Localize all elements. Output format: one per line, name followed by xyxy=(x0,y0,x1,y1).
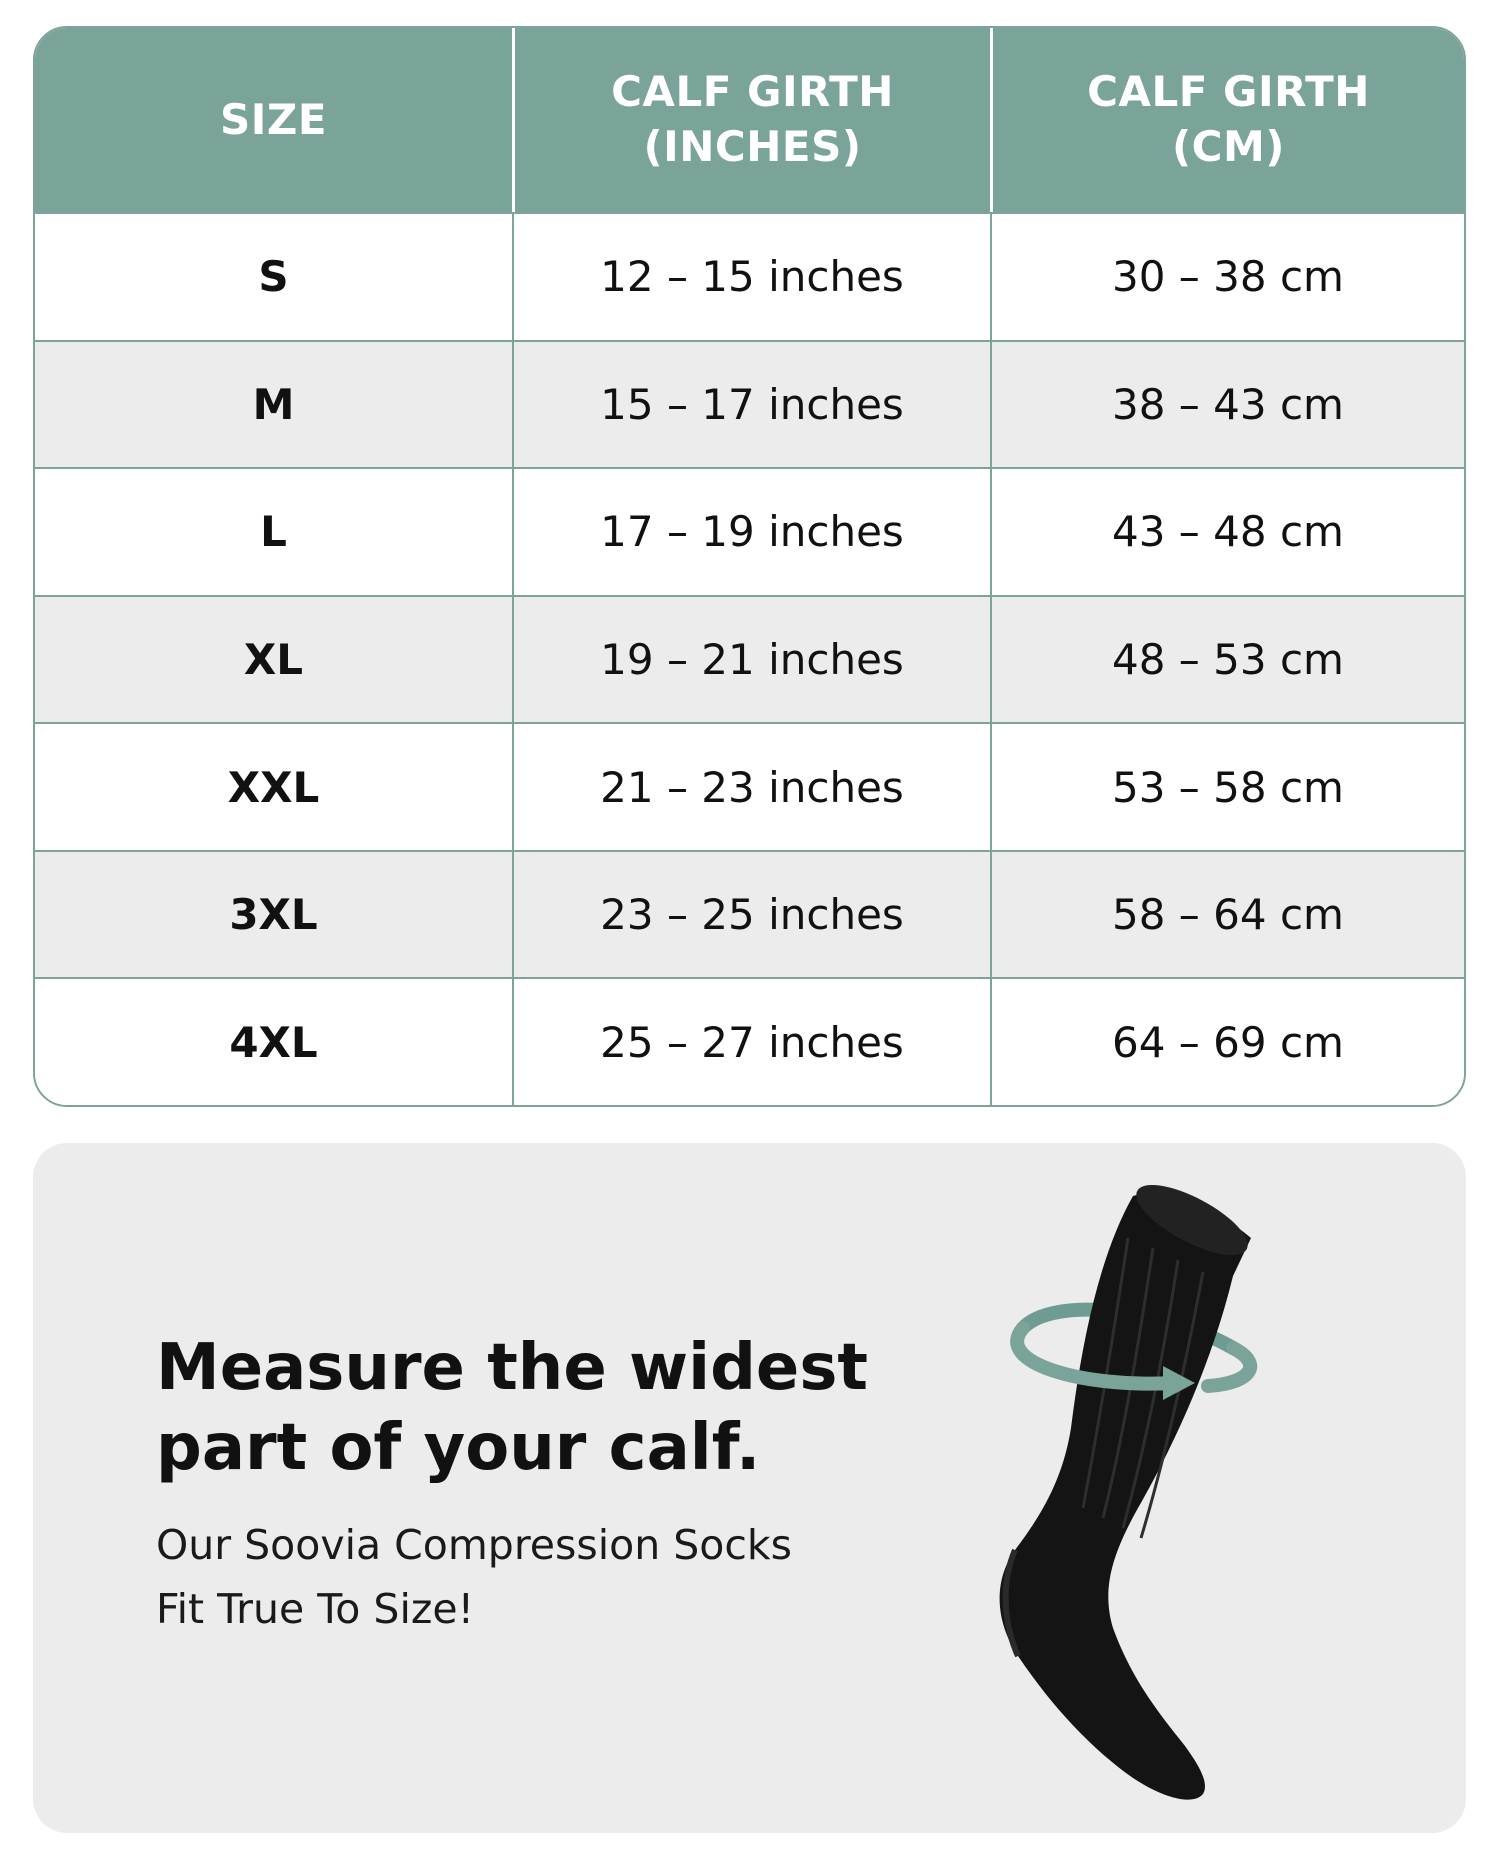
size-cell: 3XL xyxy=(35,850,512,978)
size-cell: 4XL xyxy=(35,977,512,1105)
cm-cell: 58 – 64 cm xyxy=(990,850,1464,978)
cm-cell: 53 – 58 cm xyxy=(990,722,1464,850)
measure-title: Measure the widest part of your calf. xyxy=(156,1331,868,1485)
inches-cell: 17 – 19 inches xyxy=(512,467,990,595)
header-size: SIZE xyxy=(35,28,512,212)
measure-instruction-panel xyxy=(33,1143,1466,1833)
size-cell: XXL xyxy=(35,722,512,850)
header-calf-girth-cm: CALF GIRTH (CM) xyxy=(990,28,1464,212)
size-cell: S xyxy=(35,212,512,340)
cm-cell: 38 – 43 cm xyxy=(990,340,1464,468)
size-cell: XL xyxy=(35,595,512,723)
inches-cell: 19 – 21 inches xyxy=(512,595,990,723)
cm-cell: 64 – 69 cm xyxy=(990,977,1464,1105)
header-calf-girth-inches: CALF GIRTH (INCHES) xyxy=(512,28,990,212)
size-cell: L xyxy=(35,467,512,595)
inches-cell: 21 – 23 inches xyxy=(512,722,990,850)
cm-cell: 43 – 48 cm xyxy=(990,467,1464,595)
size-cell: M xyxy=(35,340,512,468)
size-chart-table xyxy=(33,26,1466,1107)
inches-cell: 15 – 17 inches xyxy=(512,340,990,468)
inches-cell: 12 – 15 inches xyxy=(512,212,990,340)
cm-cell: 30 – 38 cm xyxy=(990,212,1464,340)
inches-cell: 25 – 27 inches xyxy=(512,977,990,1105)
compression-sock-icon xyxy=(963,1178,1343,1818)
inches-cell: 23 – 25 inches xyxy=(512,850,990,978)
cm-cell: 48 – 53 cm xyxy=(990,595,1464,723)
measure-subtitle: Our Soovia Compression Socks Fit True To Size! xyxy=(156,1521,792,1633)
